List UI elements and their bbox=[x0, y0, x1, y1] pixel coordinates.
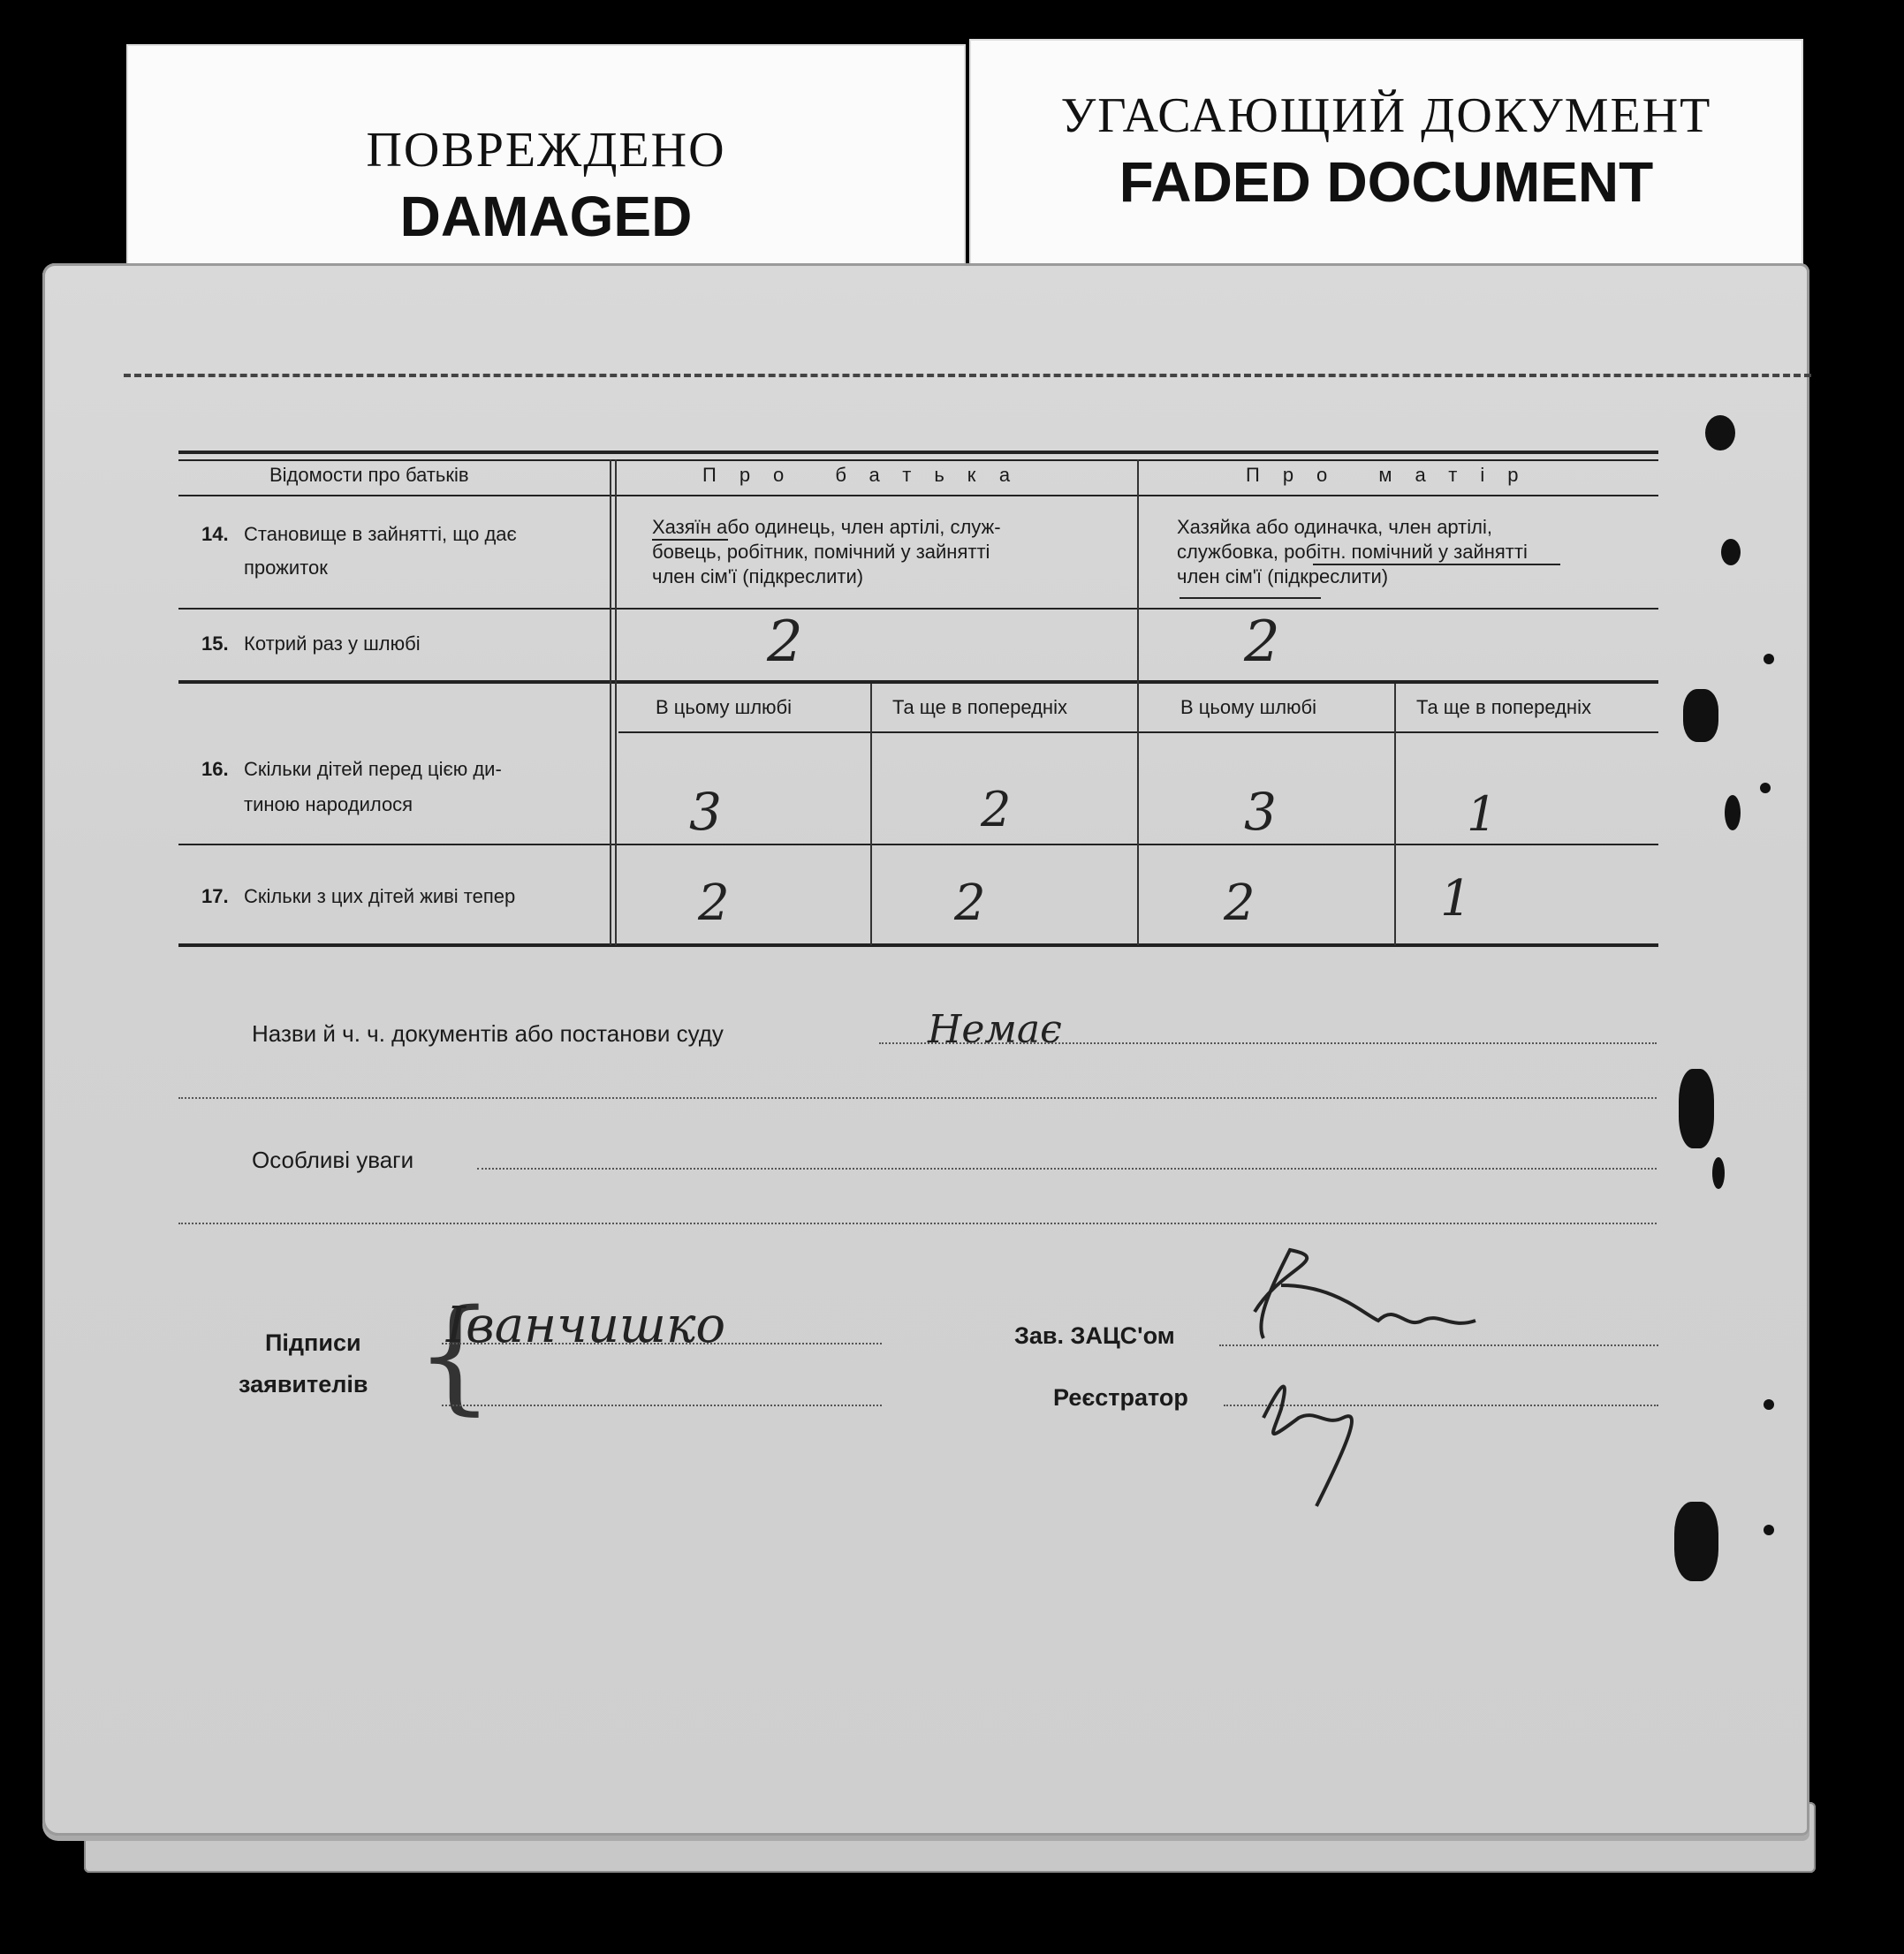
header-mother: Про матір bbox=[1246, 464, 1542, 486]
brace: { bbox=[415, 1284, 495, 1428]
row14-number: 14. bbox=[201, 523, 229, 545]
head-label: Зав. ЗАЦС'ом bbox=[1014, 1322, 1175, 1349]
applicant-sign-line-2 bbox=[442, 1405, 882, 1406]
registrar-signature bbox=[1246, 1365, 1396, 1515]
documents-dotted-line bbox=[879, 1042, 1657, 1044]
row17-value-3: 2 bbox=[1224, 875, 1255, 932]
head-signature bbox=[1228, 1232, 1493, 1365]
row15-mother-value: 2 bbox=[1244, 610, 1280, 675]
col-divider bbox=[615, 459, 617, 945]
documents-dotted-line-2 bbox=[178, 1097, 1657, 1099]
row16-value-1: 3 bbox=[689, 782, 722, 842]
subheader-mother-this: В цьому шлюбі bbox=[1180, 696, 1317, 718]
damaged-label-en: DAMAGED bbox=[399, 185, 693, 248]
row17-value-4: 1 bbox=[1440, 870, 1472, 928]
damage-hole bbox=[1712, 1157, 1725, 1189]
faded-document-label bbox=[969, 39, 1803, 295]
perforation-line bbox=[124, 374, 1811, 377]
col-divider bbox=[1137, 459, 1139, 945]
punch-hole bbox=[1764, 654, 1774, 664]
col-divider bbox=[1394, 684, 1396, 945]
row14-father-3: член сім'ї (підкреслити) bbox=[652, 565, 864, 587]
subheader-mother-previous: Та ще в попередніх bbox=[1416, 696, 1591, 718]
damage-hole bbox=[1683, 689, 1718, 742]
faded-label-ru: УГАСАЮЩИЙ ДОКУМЕНТ bbox=[1060, 88, 1712, 143]
row16-label-2: тиною народилося bbox=[244, 793, 413, 815]
subheader-father-this: В цьому шлюбі bbox=[656, 696, 793, 718]
header-col1: Відомости про батьків bbox=[269, 464, 469, 486]
remarks-label: Особливі уваги bbox=[252, 1147, 414, 1173]
subheader-father-previous: Та ще в попередніх bbox=[892, 696, 1067, 718]
applicant-signature: Іванчишко bbox=[446, 1297, 726, 1354]
damaged-label-ru: ПОВРЕЖДЕНО bbox=[366, 123, 726, 178]
row14-mother-1: Хазяйка або одиначка, член артілі, bbox=[1177, 516, 1492, 538]
row14-divider bbox=[178, 608, 1658, 610]
row16-value-2: 2 bbox=[981, 782, 1012, 837]
table-top-border-inner bbox=[178, 459, 1658, 461]
row14-mother-3: член сім'ї (підкреслити) bbox=[1177, 565, 1389, 587]
punch-hole bbox=[1764, 1399, 1774, 1410]
row16-value-4: 1 bbox=[1467, 786, 1498, 842]
underline-mark bbox=[1313, 564, 1560, 565]
row14-label-1: Становище в зайнятті, що дає bbox=[244, 523, 517, 545]
row14-father-2: бовець, робітник, помічний у зайнятті bbox=[652, 541, 990, 563]
remarks-dotted-line bbox=[477, 1168, 1657, 1170]
table-top-border bbox=[178, 451, 1658, 454]
applicants-label-2: заявителів bbox=[239, 1371, 368, 1397]
underline-mark bbox=[1180, 597, 1321, 599]
faded-label-en: FADED DOCUMENT bbox=[1119, 150, 1654, 214]
row16-value-3: 3 bbox=[1244, 782, 1277, 842]
documents-value: Немає bbox=[928, 1007, 1062, 1052]
damage-hole bbox=[1679, 1069, 1714, 1148]
row15-father-value: 2 bbox=[767, 610, 803, 675]
row14-father-1: Хазяїн або одинець, член артілі, служ- bbox=[652, 516, 1001, 538]
row15-label: Котрий раз у шлюбі bbox=[244, 632, 421, 655]
documents-label: Назви й ч. ч. документів або постанови суду bbox=[252, 1020, 724, 1047]
row14-mother-2: службовка, робітн. помічний у зайнятті bbox=[1177, 541, 1528, 563]
form-sheet bbox=[42, 263, 1809, 1836]
damage-hole bbox=[1721, 539, 1741, 565]
row16-divider bbox=[178, 844, 1658, 845]
row17-label: Скільки з цих дітей живі тепер bbox=[244, 885, 516, 907]
damage-hole bbox=[1725, 795, 1741, 830]
applicant-sign-line-1 bbox=[442, 1343, 882, 1344]
header-divider bbox=[178, 495, 1658, 496]
table-bottom-border bbox=[178, 943, 1658, 947]
row17-value-1: 2 bbox=[698, 875, 730, 932]
col-divider bbox=[870, 684, 872, 945]
punch-hole bbox=[1764, 1525, 1774, 1535]
row16-number: 16. bbox=[201, 758, 229, 780]
remarks-dotted-line-2 bbox=[178, 1223, 1657, 1224]
registrar-label: Реєстратор bbox=[1053, 1384, 1188, 1411]
row15-divider bbox=[178, 680, 1658, 684]
applicants-label-1: Підписи bbox=[265, 1329, 361, 1356]
row14-label-2: прожиток bbox=[244, 557, 328, 579]
row17-number: 17. bbox=[201, 885, 229, 907]
row16-label-1: Скільки дітей перед цією ди- bbox=[244, 758, 502, 780]
damaged-label bbox=[126, 44, 966, 292]
col-divider bbox=[610, 459, 611, 945]
damage-hole bbox=[1674, 1502, 1718, 1581]
row15-number: 15. bbox=[201, 632, 229, 655]
punch-hole bbox=[1760, 783, 1771, 793]
damage-hole bbox=[1705, 415, 1735, 451]
header-father: Про батька bbox=[702, 464, 1034, 486]
row17-value-2: 2 bbox=[954, 875, 986, 932]
underline-mark bbox=[652, 539, 728, 541]
